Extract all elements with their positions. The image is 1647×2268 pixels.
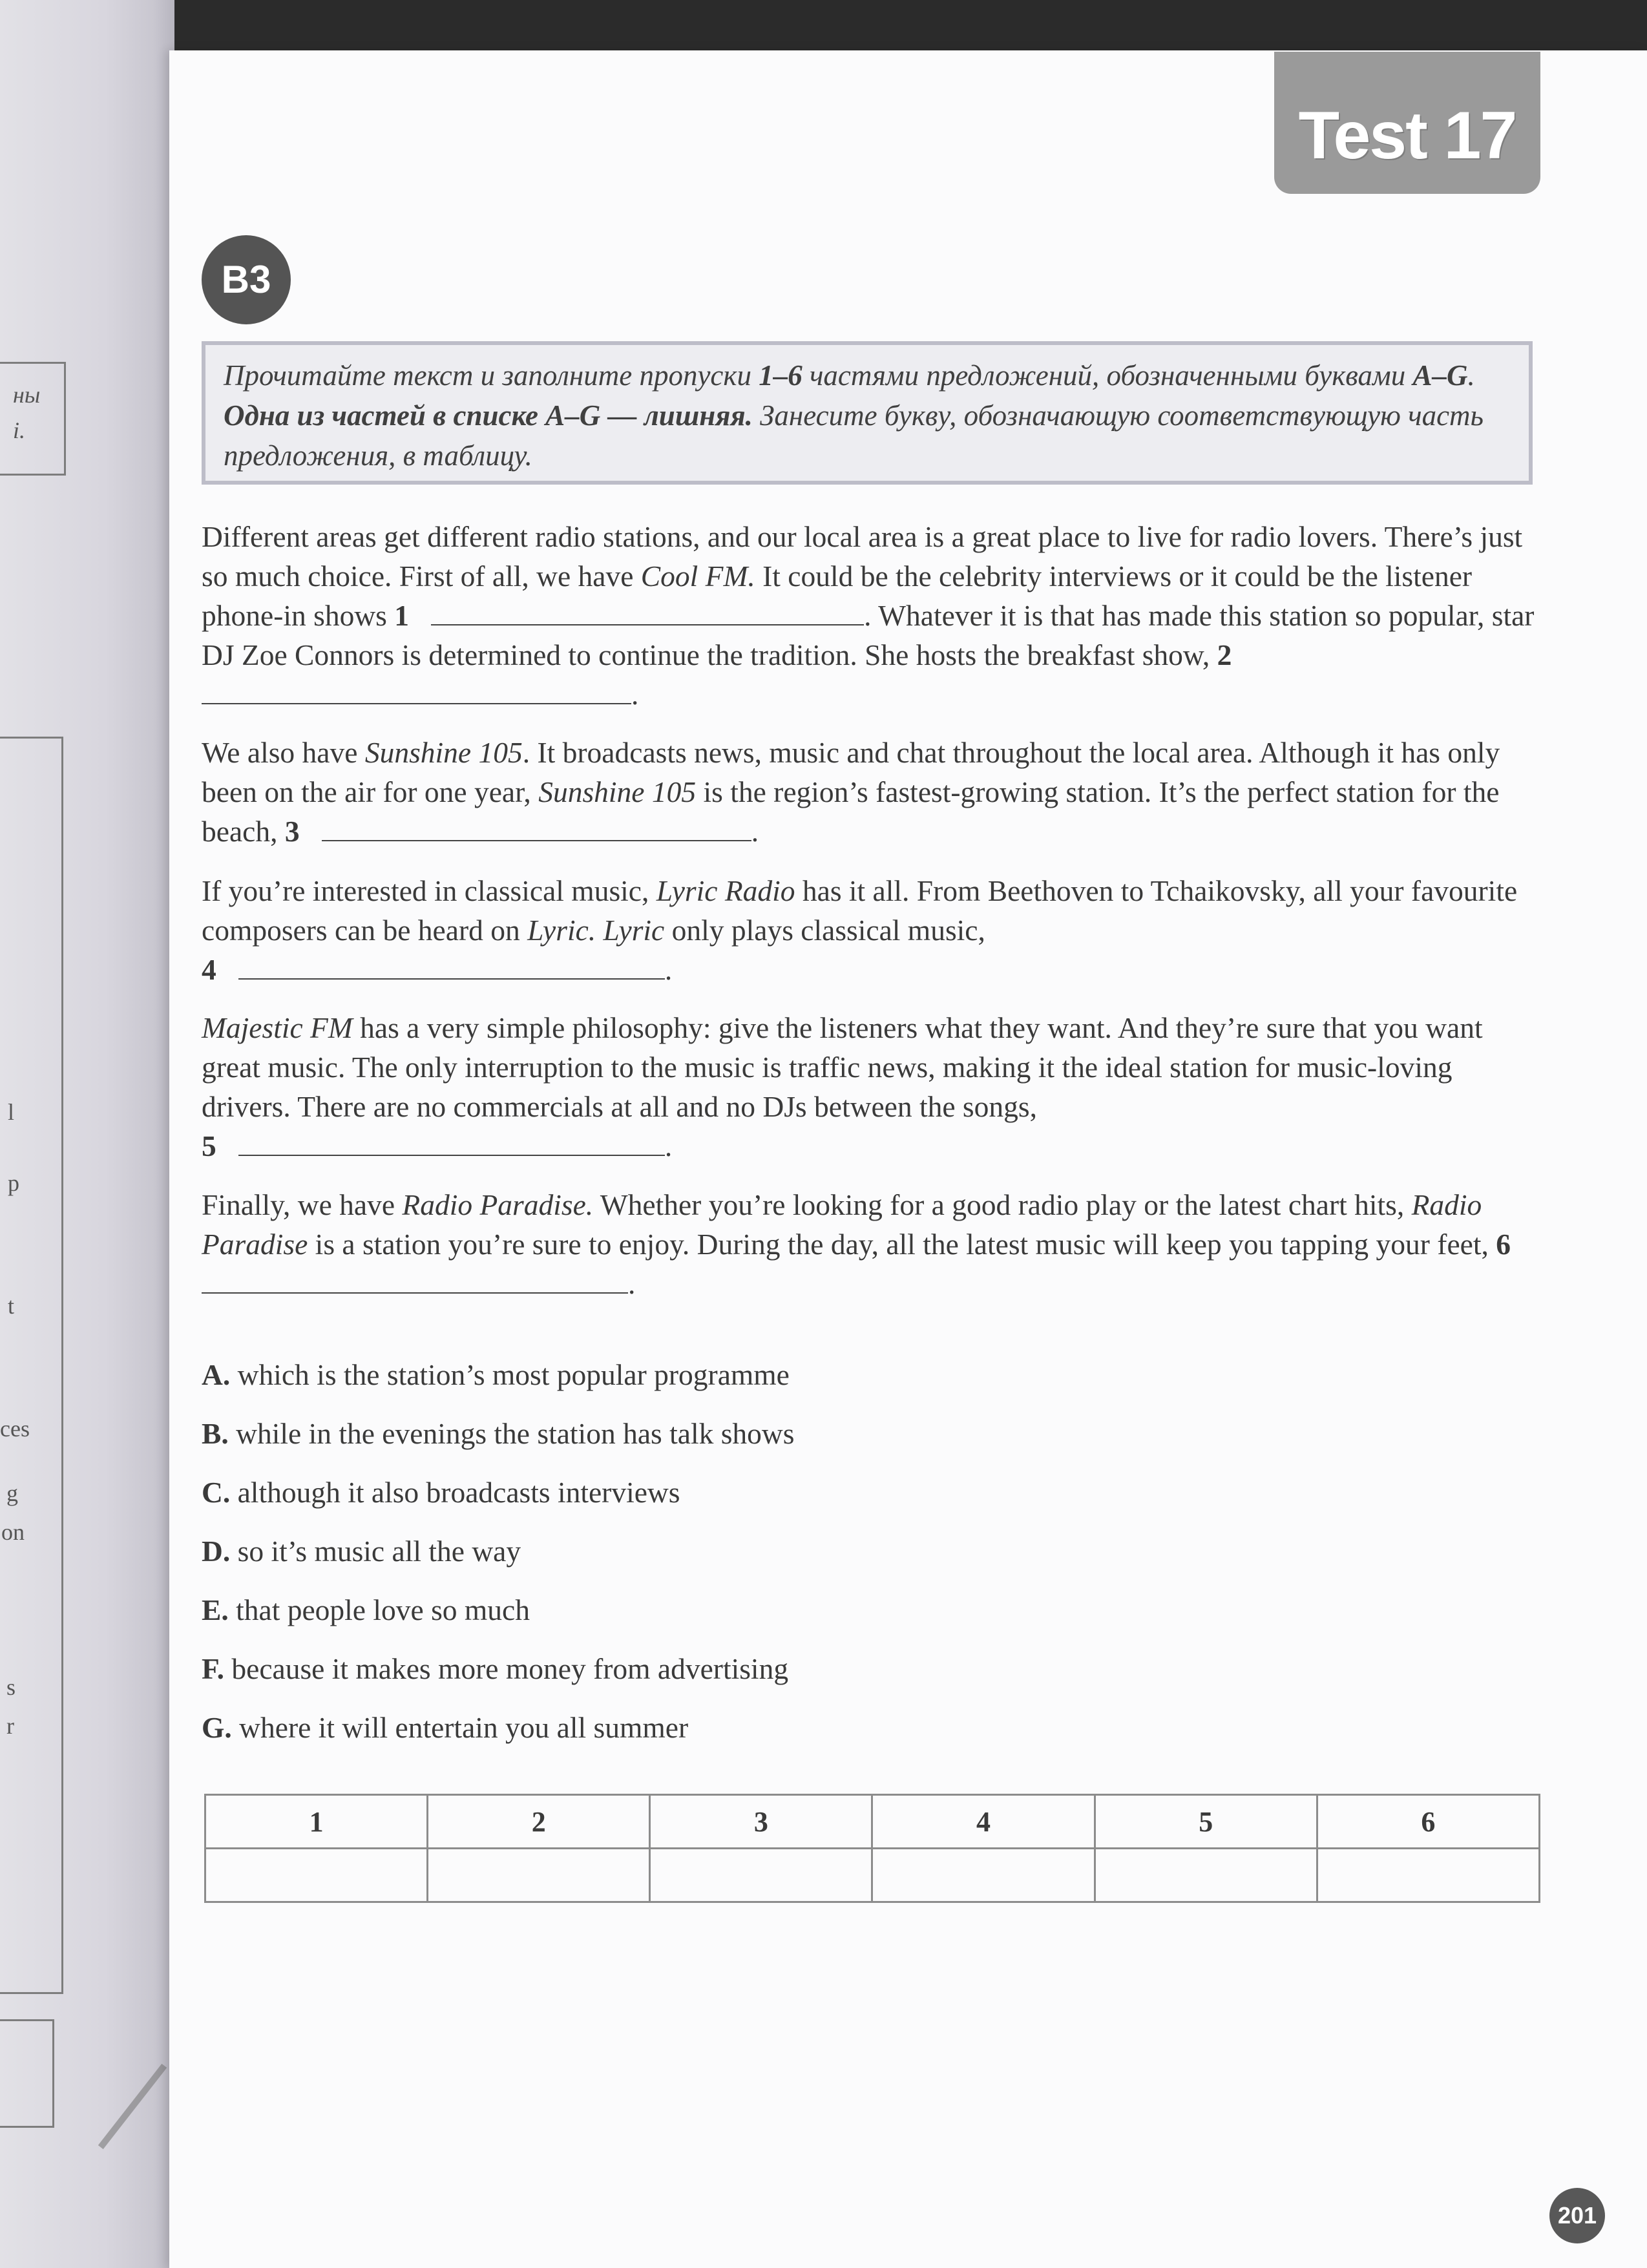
- paragraph-text: Whether you’re looking for a good radio play or the latest chart hits,: [593, 1188, 1412, 1221]
- section-badge: [202, 235, 291, 324]
- paragraph-text: has a very simple philosophy: give the listeners what they want. And they’re sure that you want great music. The only interruption to the music is traffic news, making it the ideal station for music-loving drivers. There are no commercials at all and no DJs between the songs,: [202, 1011, 1483, 1123]
- left-page-text: і.: [13, 417, 26, 443]
- option-e: [202, 1591, 794, 1650]
- instruction-text: Занесите букву, обозначающую соответствующую часть предложения, в таблицу.: [224, 399, 1484, 472]
- station-name: Sunshine 105: [364, 736, 523, 769]
- option-letter: C.: [202, 1476, 231, 1509]
- paragraph-3: [202, 871, 1546, 989]
- left-page-text: l: [8, 1099, 15, 1125]
- option-g: [202, 1708, 794, 1767]
- gap-number: 4: [202, 953, 216, 986]
- left-page-text: r: [6, 1713, 14, 1739]
- test-label: Test 17: [1298, 98, 1516, 173]
- answer-header-cell: 2: [428, 1795, 650, 1849]
- left-page-text: s: [6, 1674, 16, 1700]
- option-letter: A.: [202, 1358, 231, 1391]
- paragraph-text: .: [664, 1129, 673, 1162]
- paragraph-text: If you’re interested in classical music,: [202, 874, 656, 907]
- option-letter: G.: [202, 1711, 232, 1744]
- instruction-text: .: [1467, 359, 1475, 392]
- gap-number: 6: [1496, 1228, 1511, 1261]
- gap-number: 2: [1217, 638, 1232, 671]
- option-a: [202, 1356, 794, 1414]
- option-letter: E.: [202, 1593, 229, 1626]
- page-number-badge: [1549, 2188, 1605, 2243]
- answer-table-input-row: [205, 1849, 1540, 1902]
- option-text: while in the evenings the station has talk shows: [228, 1417, 795, 1450]
- answer-cell-2[interactable]: [428, 1849, 650, 1902]
- answer-header-cell: 3: [650, 1795, 872, 1849]
- instruction-text: частями предложений, обозначенными буквами: [802, 359, 1413, 392]
- test-number-tab: [1274, 52, 1540, 194]
- answer-header-cell: 6: [1317, 1795, 1539, 1849]
- paragraph-text: has it all. From Beethoven to Tchaikovsky, all your favourite composers can be heard on: [202, 874, 1518, 947]
- gap-blank[interactable]: [238, 954, 665, 980]
- option-text: that people love so much: [228, 1593, 530, 1626]
- left-page-box: [0, 2019, 54, 2128]
- paragraph-text: only plays classical music,: [664, 914, 985, 947]
- gap-blank[interactable]: [322, 815, 751, 841]
- station-name: Lyric Radio: [656, 874, 795, 907]
- answer-header-cell: 1: [205, 1795, 428, 1849]
- paragraph-text: .: [631, 678, 639, 711]
- section-badge-label: B3: [221, 258, 271, 301]
- left-page-text: ces: [0, 1416, 30, 1442]
- paragraph-5: [202, 1185, 1546, 1303]
- option-letter: F.: [202, 1652, 224, 1685]
- station-name: Radio Paradise.: [402, 1188, 594, 1221]
- gap-number: 3: [284, 815, 300, 848]
- left-page-text: ны: [13, 382, 41, 408]
- left-page-text: on: [1, 1519, 25, 1545]
- option-text: because it makes more money from advertising: [224, 1652, 789, 1685]
- left-page-box: [0, 737, 63, 1994]
- paragraph-text: It could be the celebrity interviews or it could be the listener phone-in shows: [202, 560, 1473, 632]
- left-page-text: g: [6, 1480, 18, 1506]
- answer-cell-3[interactable]: [650, 1849, 872, 1902]
- left-page-text: p: [8, 1170, 19, 1196]
- answer-cell-5[interactable]: [1095, 1849, 1317, 1902]
- answer-table-header-row: [205, 1795, 1540, 1849]
- option-f: [202, 1650, 794, 1708]
- option-letter: B.: [202, 1417, 229, 1450]
- paragraph-text: Different areas get different radio stations, and our local area is a great place to live for radio lovers. There’s just so much choice. First of all, we have: [202, 520, 1523, 593]
- option-text: where it will entertain you all summer: [231, 1711, 689, 1744]
- left-page-text: t: [8, 1293, 15, 1319]
- paragraph-text: . Whatever it is that has made this station so popular, star DJ Zoe Connors is determined to continue the tradition. She hosts the breakfast show,: [202, 599, 1535, 671]
- book-edge-shadow: [0, 0, 1647, 52]
- instruction-bold-phrase: Одна из частей в списке A–G — лишняя.: [224, 399, 753, 432]
- left-page-box: [0, 362, 66, 476]
- paragraph-text: is the region’s fastest-growing station. It’s the perfect station for the beach,: [202, 775, 1500, 848]
- answer-cell-4[interactable]: [872, 1849, 1095, 1902]
- answer-header-cell: 5: [1095, 1795, 1317, 1849]
- option-text: although it also broadcasts interviews: [230, 1476, 680, 1509]
- paragraph-text: Finally, we have: [202, 1188, 403, 1221]
- gap-blank[interactable]: [202, 678, 631, 704]
- gap-number: 1: [394, 599, 410, 632]
- paragraph-text: We also have: [202, 736, 365, 769]
- answer-cell-6[interactable]: [1317, 1849, 1539, 1902]
- paragraph-text: .: [664, 953, 673, 986]
- answer-cell-1[interactable]: [205, 1849, 428, 1902]
- paragraph-text: is a station you’re sure to enjoy. During the day, all the latest music will keep you tapping your feet,: [308, 1228, 1496, 1261]
- instruction-range: 1–6: [759, 359, 803, 392]
- station-name: Majestic FM: [202, 1011, 353, 1044]
- option-text: which is the station’s most popular programme: [230, 1358, 790, 1391]
- answer-header-cell: 4: [872, 1795, 1095, 1849]
- instruction-letters: A–G: [1412, 359, 1468, 392]
- option-letter: D.: [202, 1535, 231, 1568]
- station-name: Lyric. Lyric: [527, 914, 665, 947]
- paragraph-text: .: [628, 1267, 636, 1300]
- option-text: so it’s music all the way: [230, 1535, 521, 1568]
- station-name: Radio Paradise: [202, 1188, 1482, 1261]
- gap-blank[interactable]: [202, 1268, 628, 1294]
- options-list: [202, 1356, 794, 1767]
- paragraph-4: [202, 1008, 1546, 1166]
- station-name: Sunshine 105: [538, 775, 697, 808]
- paragraph-2: [202, 733, 1546, 851]
- option-d: [202, 1532, 794, 1591]
- instruction-box: [202, 341, 1533, 485]
- paragraph-text: . It broadcasts news, music and chat throughout the local area. Although it has only been on the air for one year,: [202, 736, 1500, 808]
- instruction-text: Прочитайте текст и заполните пропуски: [224, 359, 759, 392]
- option-b: [202, 1414, 794, 1473]
- page-number: 201: [1557, 2202, 1597, 2229]
- gap-blank[interactable]: [238, 1130, 665, 1156]
- answer-table: [204, 1794, 1540, 1903]
- gap-number: 5: [202, 1129, 216, 1162]
- option-c: [202, 1473, 794, 1532]
- gap-blank[interactable]: [431, 600, 864, 625]
- paragraph-text: .: [751, 815, 759, 848]
- station-name: Cool FM.: [640, 560, 755, 593]
- paragraph-1: [202, 517, 1546, 714]
